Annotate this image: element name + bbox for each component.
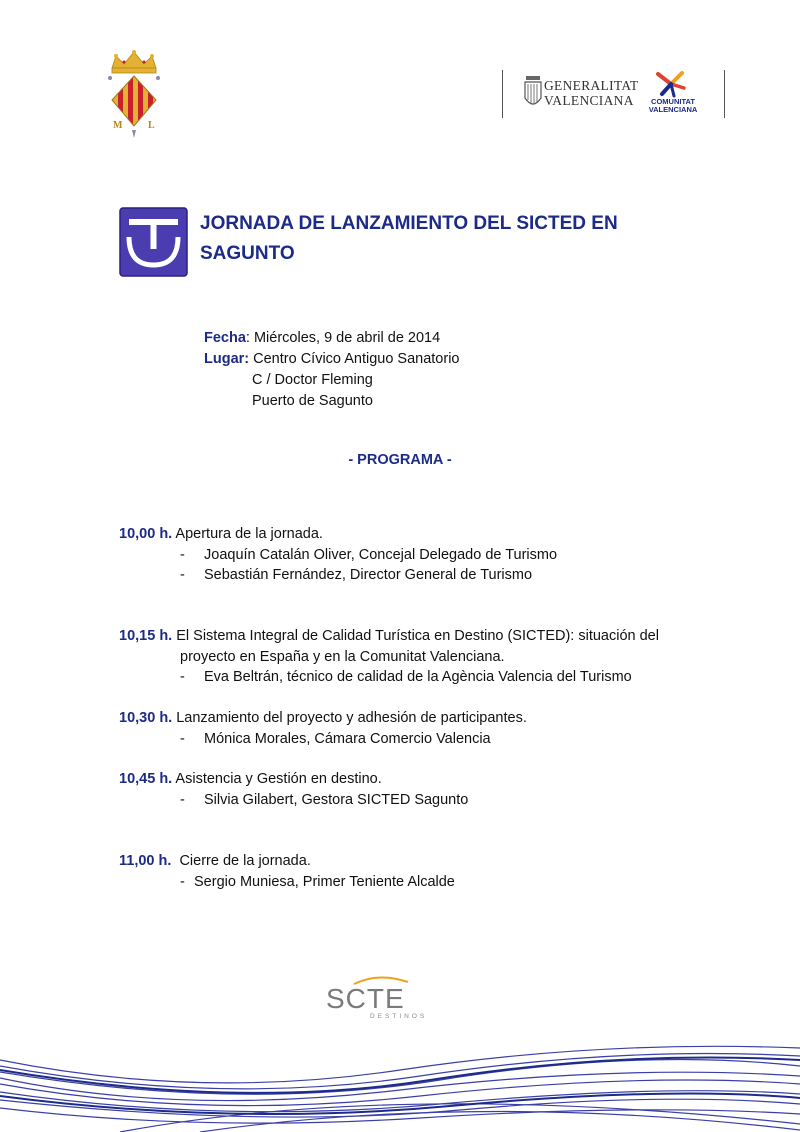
program-time: 10,00 h.	[119, 526, 173, 542]
program-item-1	[119, 526, 323, 542]
program-text: El Sistema Integral de Calidad Turística en Destino (SICTED): situación del	[172, 628, 659, 644]
date-line	[204, 330, 440, 346]
generalitat-line-1: GENERALITAT	[544, 78, 639, 93]
municipal-crest-logo	[104, 48, 164, 140]
crest-letter-l: L	[148, 120, 155, 131]
crown-icon	[112, 50, 156, 73]
generalitat-line-2: VALENCIANA	[544, 93, 634, 108]
program-text-continued: proyecto en España y en la Comunitat Valenciana.	[180, 649, 505, 665]
program-text: Apertura de la jornada.	[172, 526, 323, 542]
venue-line	[204, 351, 459, 367]
program-item-5	[119, 853, 311, 869]
scte-brand-text: SCTE	[326, 983, 405, 1014]
page-title: JORNADA DE LANZAMIENTO DEL SICTED EN SAGUNTO	[200, 213, 618, 264]
comunitat-line-1: COMUNITAT	[651, 97, 695, 106]
program-item-2	[119, 628, 659, 644]
speaker-name: Eva Beltrán, técnico de calidad de la Agència Valencia del Turismo	[204, 669, 632, 685]
speaker-name: Joaquín Catalán Oliver, Concejal Delegado de Turismo	[204, 547, 558, 563]
date-label: Fecha	[204, 330, 246, 346]
program-heading: - PROGRAMA -	[348, 452, 452, 468]
speaker-name: Sebastián Fernández, Director General de Turismo	[204, 567, 533, 583]
program-time: 10,45 h.	[119, 771, 173, 787]
program-item-3	[119, 710, 527, 726]
speaker-name: Silvia Gilabert, Gestora SICTED Sagunto	[204, 792, 469, 808]
speaker-item: - Sergio Muniesa, Primer Teniente Alcalde	[180, 874, 455, 890]
speaker-name: Mónica Morales, Cámara Comercio Valencia	[204, 731, 491, 747]
program-item-4	[119, 771, 382, 787]
speaker-item: - Mónica Morales, Cámara Comercio Valencia	[180, 731, 491, 747]
program-text: Lanzamiento del proyecto y adhesión de participantes.	[172, 710, 527, 726]
speaker-item: - Eva Beltrán, técnico de calidad de la Agència Valencia del Turismo	[180, 669, 632, 685]
speaker-item: - Sebastián Fernández, Director General de Turismo	[180, 567, 533, 583]
speaker-item: - Joaquín Catalán Oliver, Concejal Delegado de Turismo	[180, 547, 558, 563]
venue-line-2: C / Doctor Fleming	[252, 372, 373, 388]
venue-line-1: Centro Cívico Antiguo Sanatorio	[253, 351, 460, 367]
comunitat-line-2: VALENCIANA	[648, 105, 698, 114]
scte-destinos-logo	[322, 976, 452, 1022]
speaker-name: Sergio Muniesa, Primer Teniente Alcalde	[194, 874, 455, 890]
program-time: 10,15 h.	[119, 628, 173, 644]
date-value: : Miércoles, 9 de abril de 2014	[245, 330, 441, 346]
venue-label: Lugar:	[204, 351, 250, 367]
generalitat-emblem-icon	[522, 74, 544, 112]
speaker-item: - Silvia Gilabert, Gestora SICTED Sagunto	[180, 792, 469, 808]
program-time: 10,30 h.	[119, 710, 173, 726]
generalitat-logo-block	[502, 70, 728, 120]
decorative-waves	[0, 1020, 800, 1132]
program-time: 11,00 h.	[119, 853, 172, 869]
program-text: Asistencia y Gestión en destino.	[172, 771, 382, 787]
comunitat-star-icon	[654, 70, 688, 98]
program-text: Cierre de la jornada.	[171, 853, 311, 869]
venue-line-3: Puerto de Sagunto	[252, 393, 373, 409]
scte-sub-text: DESTINOS	[370, 1013, 428, 1020]
crest-letter-m: M	[113, 120, 123, 131]
sicted-logo-icon	[119, 207, 188, 277]
